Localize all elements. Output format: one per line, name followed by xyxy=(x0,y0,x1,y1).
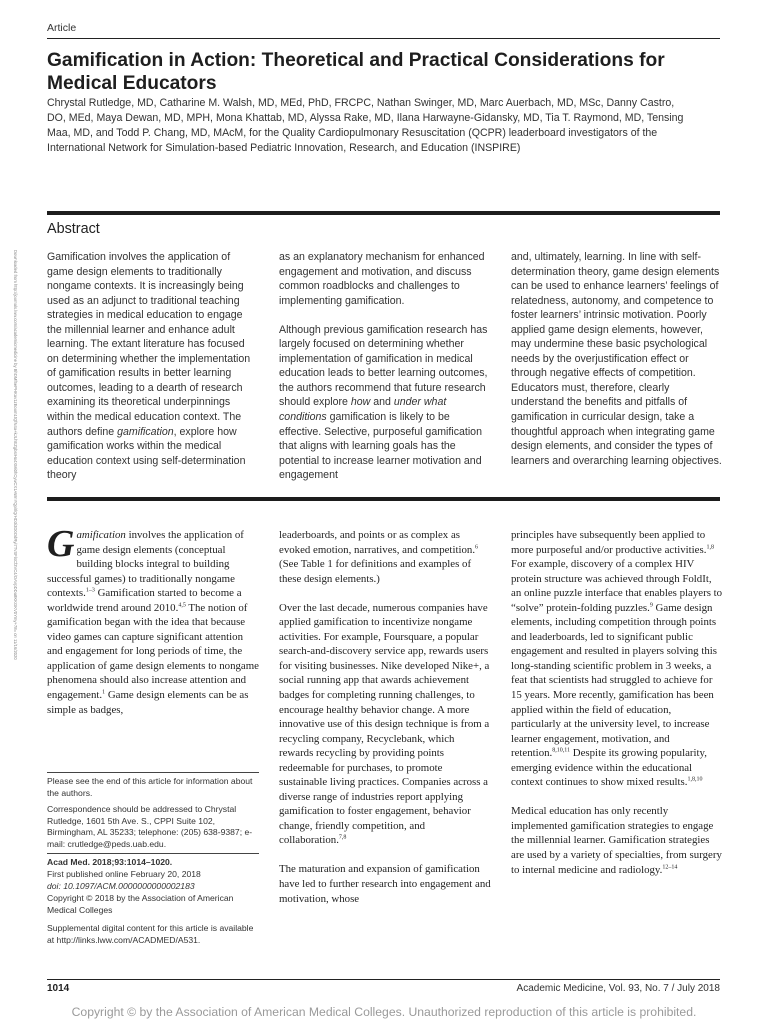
body-paragraph: Medical education has only recently implemented gamification strategies to engage the millennial learner. Gamification strategies are used by a variety of specialties, from surgery to internal medicine and radiology.$^{12-14}$ xyxy=(511,805,722,876)
abstract-paragraph-1: Gamification involves the application of game design elements to traditionally nongame contexts. It is increasingly being used as an adjunct to traditional teaching strategies in medical education to engage the millennial learner and enhance adult learning. The extant literature has focused on determining whether the implementation of gamification results in better learning outcomes, leading to a dearth of research examining its theoretical underpinnings within the medical education context. The authors define gamification, explore how gamification works within the medical education context using self-determination theory xyxy=(47,251,251,482)
body-column-3 xyxy=(511,528,723,892)
footer-rule xyxy=(47,979,720,980)
supplemental-content: Supplemental digital content for this article is available at http://links.lww.com/ACADMED/A531. xyxy=(47,923,254,945)
drop-cap: G xyxy=(47,523,75,565)
top-rule xyxy=(47,38,720,39)
doi: doi: 10.1097/ACM.0000000000002183 xyxy=(47,881,195,891)
abstract-paragraph-1-continued: as an explanatory mechanism for enhanced engagement and motivation, and discuss common roadblocks and challenges to implementing gamification. xyxy=(279,251,485,307)
body-paragraph: principles have subsequently been applied to more purposeful and/or productive activities.$^{1,8}$ For example, discovery of a complex HIV protein structure was achieved through FoldIt, an online puzzle interface that enables players to “solve” protein-folding puzzles.$^9$ Game design elements, including competition through points and leaderboards, led to significant public engagement and resulted in players solving this long-standing scientific problem in 3 weeks, a feat that scientists had struggled to achieve for 15 years. More recently, gamification has been applied within the field of education, particularly at the university level, to increase learner engagement, motivation, and retention.$^{8,10,11}$ Despite its growing popularity, emerging evidence within the educational context continues to show mixed results.$^{1,8,10}$ xyxy=(511,529,723,789)
body-column-1 xyxy=(47,523,259,732)
section-label: Article xyxy=(47,22,77,34)
abstract-column-3 xyxy=(511,250,723,483)
published-date: First published online February 20, 2018 xyxy=(47,869,201,879)
citation: Acad Med. 2018;93:1014–1020. xyxy=(47,857,173,867)
body-paragraph: Over the last decade, numerous companies have applied gamification to incentivize nongame activities. For example, Foursquare, a popular search-and-discovery service app, rewards users for visiting businesses. Nike developed Nike+, a social running app that awards achievement badges for completing running challenges, to encourage healthy behavior change. A more innovative use of this design technique is from a recycling company, Recyclebank, which rewards recycling by providing points redeemable for purchases, to promote sustainable living practices. Companies across a diverse range of industries report applying gamification to foster engagement, behavior change, friendly competition, and collaboration.$^{7,8}$ xyxy=(279,601,490,847)
journal-citation: Academic Medicine, Vol. 93, No. 7 / July 2018 xyxy=(516,983,720,994)
article-title: Gamification in Action: Theoretical and Practical Considerations for Medical Educators xyxy=(47,50,665,94)
abstract-column-2 xyxy=(279,250,491,497)
download-sidebar xyxy=(8,250,22,740)
footnote-correspondence: Correspondence should be addressed to Chrystal Rutledge, 1601 5th Ave. S., CPPI Suite 102, Birmingham, AL 35233; telephone: (205) 638-9387; e-mail: crutledge@peds.uab.edu. xyxy=(47,804,253,849)
abstract-heading: Abstract xyxy=(47,221,100,237)
copyright-notice: Copyright © 2018 by the Association of American Medical Colleges xyxy=(47,893,234,915)
body-paragraph-intro: Gamification involves the application of game design elements (conceptual building blocks integral to building successful games) to traditionally nongame contexts.$^{1-3}$ Gamification started to become a worldwide trend around 2010.$^{4,5}$ The notion of gamification began with the idea that because video games can capture significant attention and engagement for long periods of time, the application of game design elements to nongame phenomena should also increase attention and engagement.$^1$ Game design elements can be as simple as badges, xyxy=(47,523,259,716)
copyright-watermark: Copyright © by the Association of American Medical Colleges. Unauthorized reproduction of this article is prohibited. xyxy=(71,1005,697,1019)
body-column-2 xyxy=(279,528,491,921)
download-notice: Downloaded from http://journals.lww.com/academicmedicine by BhDMf5ePHKav1zEoum1tQfN4a+kJLhEZgbsIHo4XMi0hCywCX1AWnYQp/IlQrHD3i3D0OdRyi7TvSFl4Cf3VC4/OAVpDDa8KKGKV0Ymy+78= on 11/16/2020 xyxy=(13,250,18,660)
author-list: Chrystal Rutledge, MD, Catharine M. Walsh, MD, MEd, PhD, FRCPC, Nathan Swinger, MD, Marc Auerbach, MD, MSc, Danny Castro, DO, MEd, Maya Dewan, MD, MPH, Mona Khattab, MD, Alyssa Rake, MD, Ilana Harwayne-Gidansky, MD, Tia T. Raymond, MD, Tensing Maa, MD, and Todd P. Chang, MD, MAcM, for the Quality Cardiopulmonary Resuscitation (QCPR) leaderboard investigators of the International Network for Simulation-based Pediatric Innovation, Research, and Education (INSPIRE) xyxy=(47,97,684,154)
body-paragraph: leaderboards, and points or as complex as evoked emotion, narratives, and competition.$^6$ (See Table 1 for definitions and examples of these design elements.) xyxy=(279,529,479,585)
abstract-paragraph-2: Although previous gamification research has largely focused on determining whether implementation of gamification in medical education leads to better learning outcomes, the authors recommend that future research should explore how and under what conditions gamification is likely to be effective. Selective, purposeful gamification that aligns with learning goals has the potential to increase learner motivation and engagement xyxy=(279,323,488,482)
footnote-rule xyxy=(47,772,259,773)
abstract-bottom-rule xyxy=(47,497,720,501)
abstract-paragraph-2-continued: and, ultimately, learning. In line with self-determination theory, game design elements can be used to enhance learners’ feelings of relatedness, autonomy, and competence to foster learners’ intrinsic motivation. Poorly applied game design elements, however, may undermine these basic psychological needs by the overjustification effect or through negative effects of competition. Educators must, therefore, clearly understand the benefits and pitfalls of gamification in curricular design, take a thoughtful approach when integrating game design elements, and consider the types of learners and overarching learning objectives. xyxy=(511,251,722,467)
body-paragraph: The maturation and expansion of gamification have led to further research into engagement and motivation, whose xyxy=(279,863,491,905)
abstract-column-1 xyxy=(47,250,259,497)
abstract-top-rule xyxy=(47,211,720,215)
page-number: 1014 xyxy=(47,983,70,994)
citation-rule xyxy=(47,853,259,854)
footnote-info: Please see the end of this article for information about the authors. xyxy=(47,776,253,798)
